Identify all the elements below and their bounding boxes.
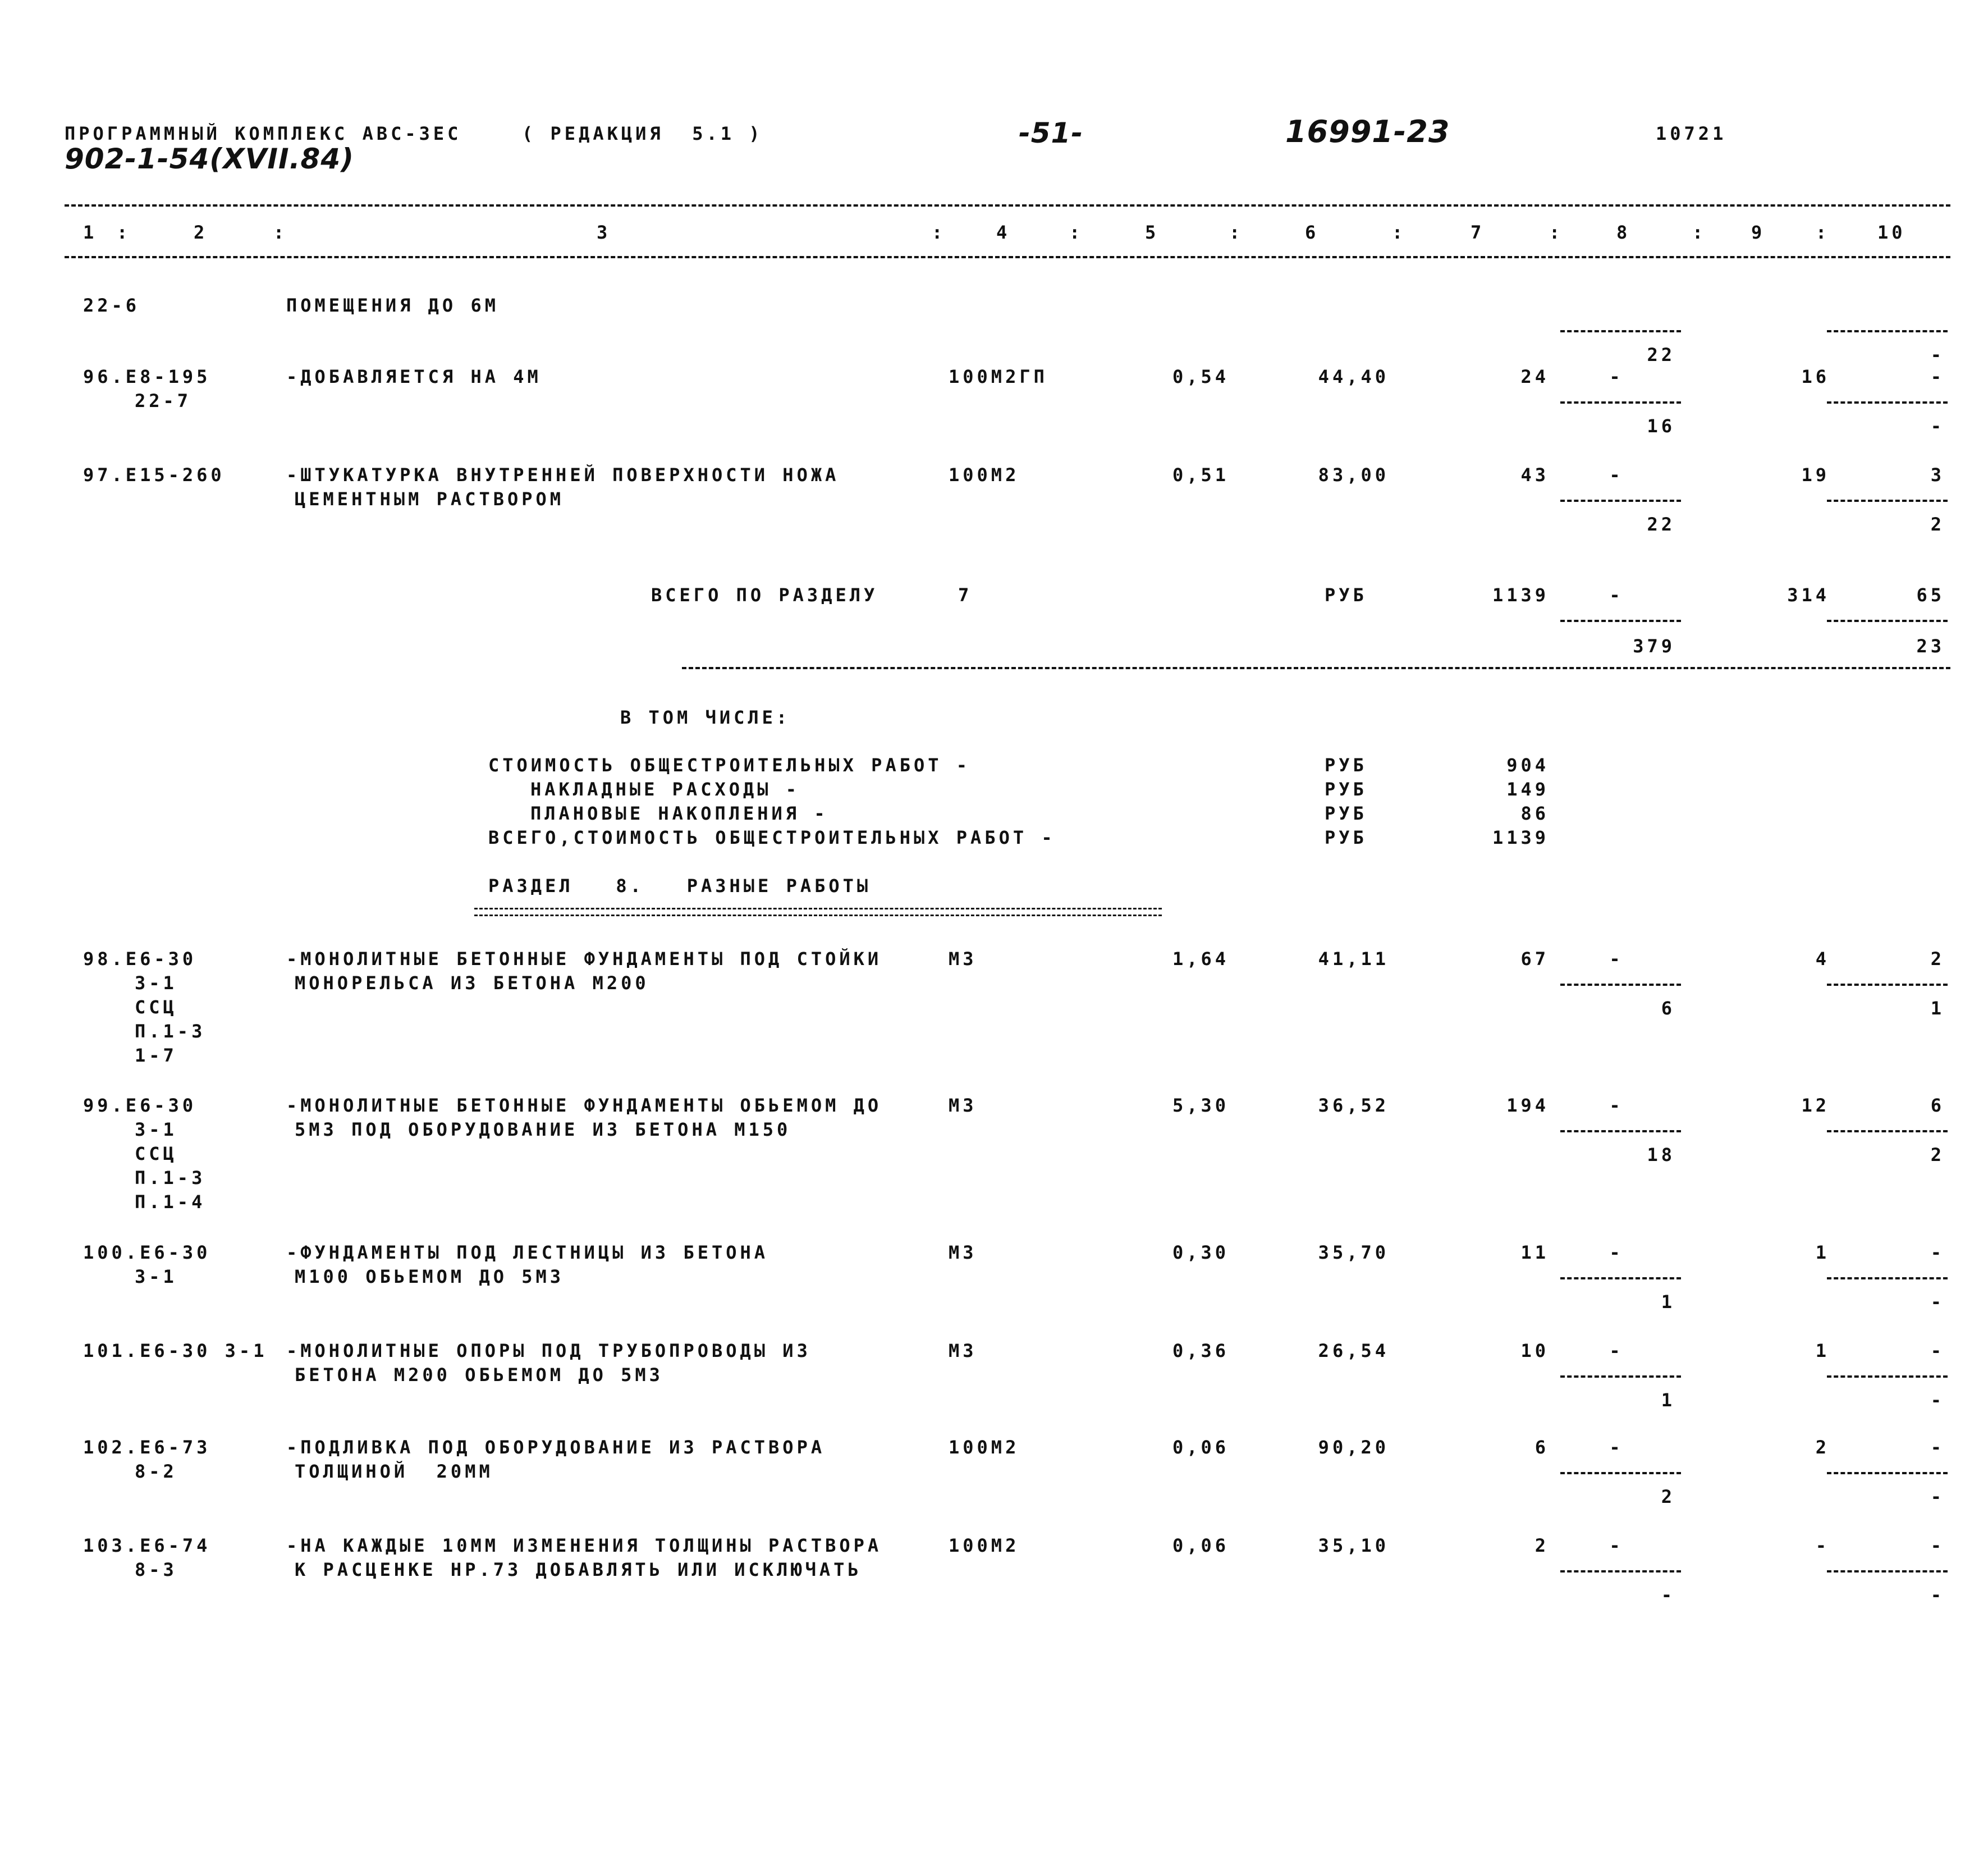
row-unit: 100М2 xyxy=(949,1535,1020,1556)
row-unit: М3 xyxy=(949,1242,977,1263)
row-code: П.1-3 xyxy=(135,1167,206,1188)
row-unit: 100М2ГП xyxy=(949,366,1048,387)
row-description: БЕТОНА М200 ОБЬЕМОМ ДО 5М3 xyxy=(295,1364,663,1386)
row-c8-bottom: 22 xyxy=(1647,514,1675,535)
row-total-cost: 67 xyxy=(1520,948,1549,970)
row-c8-rule xyxy=(1560,1570,1681,1572)
row-code: 3-1 xyxy=(135,1266,177,1287)
row-unit-price: 35,70 xyxy=(1318,1242,1389,1263)
breakdown-unit-2: РУБ xyxy=(1325,779,1367,800)
row-description: МОНОРЕЛЬСА ИЗ БЕТОНА М200 xyxy=(295,972,649,994)
row-c10-bottom: - xyxy=(1930,1486,1945,1507)
row-code: 98.Е6-30 xyxy=(83,948,197,970)
row-total-cost: 43 xyxy=(1520,464,1549,486)
row-c8-bottom: 18 xyxy=(1647,1144,1675,1165)
row-c9: 1 xyxy=(1815,1340,1830,1361)
row-quantity: 0,54 xyxy=(1172,366,1229,387)
row-code: 103.Е6-74 xyxy=(83,1535,211,1556)
column-separator: : xyxy=(1392,222,1407,243)
row-code: 101.Е6-30 3-1 xyxy=(83,1340,268,1361)
section-total-c8-top: - xyxy=(1609,584,1624,606)
row-c8-rule xyxy=(1560,1277,1681,1279)
row-c10-rule xyxy=(1827,984,1948,986)
row-c8-top: - xyxy=(1609,1340,1624,1361)
row-c8-rule xyxy=(1560,401,1681,404)
section8-title: РАЗДЕЛ 8. РАЗНЫЕ РАБОТЫ xyxy=(488,875,872,897)
row-description: ЦЕМЕНТНЫМ РАСТВОРОМ xyxy=(295,488,565,510)
row-c8-top: - xyxy=(1609,464,1624,486)
row-code: 99.Е6-30 xyxy=(83,1095,197,1116)
row-c10-rule xyxy=(1827,401,1948,404)
row-code: 96.Е8-195 xyxy=(83,366,211,387)
row-c10-bottom: - xyxy=(1930,1584,1945,1606)
row-code: 1-7 xyxy=(135,1045,177,1066)
breakdown-label-3: ПЛАНОВЫЕ НАКОПЛЕНИЯ - xyxy=(530,803,828,824)
row-c10-top: 3 xyxy=(1930,464,1945,486)
row-c10-top: - xyxy=(1930,1242,1945,1263)
section8-double-rule xyxy=(474,908,1162,916)
row-c8-rule xyxy=(1560,330,1681,332)
row-c10-top: - xyxy=(1930,1437,1945,1458)
code-number: 10721 xyxy=(1656,123,1727,144)
section-total-number: 7 xyxy=(958,584,973,606)
row-total-cost: 11 xyxy=(1520,1242,1549,1263)
row-unit: М3 xyxy=(949,1340,977,1361)
section-total-c10-bottom: 23 xyxy=(1916,636,1945,657)
row-unit-price: 41,11 xyxy=(1318,948,1389,970)
row-code: 22-6 xyxy=(83,295,140,316)
row-c8-bottom: 6 xyxy=(1661,998,1675,1019)
row-description: -ДОБАВЛЯЕТСЯ НА 4М xyxy=(286,366,542,387)
row-description: 5М3 ПОД ОБОРУДОВАНИЕ ИЗ БЕТОНА М150 xyxy=(295,1119,791,1140)
row-c10-bottom: 2 xyxy=(1930,514,1945,535)
row-c10-rule xyxy=(1827,330,1948,332)
row-c10-top: 6 xyxy=(1930,1095,1945,1116)
column-separator: : xyxy=(1229,222,1244,243)
row-code: П.1-4 xyxy=(135,1191,206,1213)
row-c8-rule xyxy=(1560,984,1681,986)
row-quantity: 0,06 xyxy=(1172,1535,1229,1556)
breakdown-label-2: НАКЛАДНЫЕ РАСХОДЫ - xyxy=(530,779,800,800)
row-unit: 100М2 xyxy=(949,1437,1020,1458)
row-description: -МОНОЛИТНЫЕ ОПОРЫ ПОД ТРУБОПРОВОДЫ ИЗ xyxy=(286,1340,811,1361)
row-c8-top: - xyxy=(1609,366,1624,387)
row-unit: М3 xyxy=(949,1095,977,1116)
row-c10-top: - xyxy=(1930,1535,1945,1556)
row-c8-rule xyxy=(1560,1130,1681,1132)
row-code: 22-7 xyxy=(135,390,192,412)
breakdown-label-4: ВСЕГО,СТОИМОСТЬ ОБЩЕСТРОИТЕЛЬНЫХ РАБОТ - xyxy=(488,827,1056,848)
breakdown-label-1: СТОИМОСТЬ ОБЩЕСТРОИТЕЛЬНЫХ РАБОТ - xyxy=(488,755,971,776)
column-separator: : xyxy=(1816,222,1830,243)
doc-number: 16991-23 xyxy=(1285,114,1450,149)
row-code: 100.Е6-30 xyxy=(83,1242,211,1263)
column-number-10: 10 xyxy=(1877,222,1906,243)
row-description: -НА КАЖДЫЕ 10ММ ИЗМЕНЕНИЯ ТОЛЩИНЫ РАСТВОРА xyxy=(286,1535,882,1556)
row-c10-top: - xyxy=(1930,366,1945,387)
row-c8-bottom: - xyxy=(1661,1584,1675,1606)
row-c9: - xyxy=(1815,1535,1830,1556)
row-code: П.1-3 xyxy=(135,1021,206,1042)
row-description: ТОЛЩИНОЙ 20ММ xyxy=(295,1461,493,1482)
project-number: 902-1-54(XVII.84) xyxy=(65,143,354,175)
row-code: 8-3 xyxy=(135,1559,177,1580)
row-c8-rule xyxy=(1560,500,1681,502)
row-unit-price: 36,52 xyxy=(1318,1095,1389,1116)
row-description: -ПОДЛИВКА ПОД ОБОРУДОВАНИЕ ИЗ РАСТВОРА xyxy=(286,1437,826,1458)
column-number-6: 6 xyxy=(1305,222,1320,243)
row-total-cost: 10 xyxy=(1520,1340,1549,1361)
row-c9: 19 xyxy=(1801,464,1830,486)
row-c10-bottom: - xyxy=(1930,1291,1945,1313)
row-c8-top: - xyxy=(1609,948,1624,970)
breakdown-unit-3: РУБ xyxy=(1325,803,1367,824)
column-number-9: 9 xyxy=(1751,222,1766,243)
section-total-cost: 1139 xyxy=(1492,584,1549,606)
row-code: 3-1 xyxy=(135,972,177,994)
column-number-7: 7 xyxy=(1471,222,1485,243)
section-total-c8-bottom: 379 xyxy=(1633,636,1675,657)
row-code: ССЦ xyxy=(135,1143,177,1164)
row-unit: 100М2 xyxy=(949,464,1020,486)
row-code: 102.Е6-73 xyxy=(83,1437,211,1458)
row-unit-price: 26,54 xyxy=(1318,1340,1389,1361)
column-separator: : xyxy=(1549,222,1564,243)
row-c9: 1 xyxy=(1815,1242,1830,1263)
row-unit-price: 83,00 xyxy=(1318,464,1389,486)
column-separator: : xyxy=(1069,222,1084,243)
row-c10-bottom: 1 xyxy=(1930,998,1945,1019)
breakdown-value-4: 1139 xyxy=(1492,827,1549,848)
breakdown-value-3: 86 xyxy=(1520,803,1549,824)
row-unit-price: 44,40 xyxy=(1318,366,1389,387)
row-c10-bottom: 2 xyxy=(1930,1144,1945,1165)
row-c8-top: - xyxy=(1609,1242,1624,1263)
row-unit-price: 90,20 xyxy=(1318,1437,1389,1458)
breakdown-value-2: 149 xyxy=(1506,779,1549,800)
breakdown-value-1: 904 xyxy=(1506,755,1549,776)
row-description: -МОНОЛИТНЫЕ БЕТОННЫЕ ФУНДАМЕНТЫ ПОД СТОЙКИ xyxy=(286,948,882,970)
section-total-c10-rule xyxy=(1827,620,1948,622)
row-c8-bottom: 1 xyxy=(1661,1291,1675,1313)
row-c8-top: - xyxy=(1609,1095,1624,1116)
row-description: К РАСЦЕНКЕ НР.73 ДОБАВЛЯТЬ ИЛИ ИСКЛЮЧАТЬ xyxy=(295,1559,862,1580)
row-c10-rule xyxy=(1827,1472,1948,1474)
section-total-c8-rule xyxy=(1560,620,1681,622)
row-total-cost: 2 xyxy=(1534,1535,1549,1556)
row-code: 3-1 xyxy=(135,1119,177,1140)
row-c10-rule xyxy=(1827,1570,1948,1572)
row-c9: 4 xyxy=(1815,948,1830,970)
row-quantity: 0,06 xyxy=(1172,1437,1229,1458)
row-unit-price: 35,10 xyxy=(1318,1535,1389,1556)
column-number-3: 3 xyxy=(597,222,611,243)
section-total-unit: РУБ xyxy=(1325,584,1367,606)
column-number-8: 8 xyxy=(1616,222,1631,243)
row-c9: 12 xyxy=(1801,1095,1830,1116)
row-code: ССЦ xyxy=(135,996,177,1018)
row-description: -ФУНДАМЕНТЫ ПОД ЛЕСТНИЦЫ ИЗ БЕТОНА xyxy=(286,1242,769,1263)
row-c8-bottom: 2 xyxy=(1661,1486,1675,1507)
row-c10-rule xyxy=(1827,1130,1948,1132)
row-c8-bottom: 1 xyxy=(1661,1389,1675,1411)
breakdown-heading: В ТОМ ЧИСЛЕ: xyxy=(620,707,791,728)
row-quantity: 1,64 xyxy=(1172,948,1229,970)
edition: ( РЕДАКЦИЯ 5.1 ) xyxy=(522,123,763,144)
section-total-c9: 314 xyxy=(1787,584,1830,606)
column-number-4: 4 xyxy=(996,222,1011,243)
row-c8-top: - xyxy=(1609,1437,1624,1458)
column-separator: : xyxy=(932,222,946,243)
row-c8-top: - xyxy=(1609,1535,1624,1556)
header-rule-top xyxy=(65,204,1950,207)
row-c10-rule xyxy=(1827,1375,1948,1378)
row-c10-rule xyxy=(1827,500,1948,502)
row-c8-bottom: 22 xyxy=(1647,344,1675,365)
row-c10-bottom: - xyxy=(1930,1389,1945,1411)
program-name: ПРОГРАММНЫЙ КОМПЛЕКС АВС-3ЕС xyxy=(65,123,462,144)
breakdown-unit-1: РУБ xyxy=(1325,755,1367,776)
header-rule-bottom xyxy=(65,256,1950,258)
row-c9: 2 xyxy=(1815,1437,1830,1458)
column-number-5: 5 xyxy=(1145,222,1160,243)
column-number-2: 2 xyxy=(194,222,208,243)
row-c9: 16 xyxy=(1801,366,1830,387)
section-total-rule xyxy=(682,667,1950,669)
row-total-cost: 6 xyxy=(1534,1437,1549,1458)
page-number: -51- xyxy=(1019,117,1084,149)
row-c10-top: 2 xyxy=(1930,948,1945,970)
row-quantity: 5,30 xyxy=(1172,1095,1229,1116)
row-description: -МОНОЛИТНЫЕ БЕТОННЫЕ ФУНДАМЕНТЫ ОБЬЕМОМ ДО xyxy=(286,1095,882,1116)
row-description: -ШТУКАТУРКА ВНУТРЕННЕЙ ПОВЕРХНОСТИ НОЖА xyxy=(286,464,840,486)
row-c8-rule xyxy=(1560,1375,1681,1378)
row-description: М100 ОБЬЕМОМ ДО 5М3 xyxy=(295,1266,565,1287)
section-total-label: ВСЕГО ПО РАЗДЕЛУ xyxy=(651,584,878,606)
breakdown-unit-4: РУБ xyxy=(1325,827,1367,848)
row-c10-bottom: - xyxy=(1930,344,1945,365)
column-separator: : xyxy=(117,222,131,243)
section-total-c10-top: 65 xyxy=(1916,584,1945,606)
row-code: 8-2 xyxy=(135,1461,177,1482)
row-total-cost: 24 xyxy=(1520,366,1549,387)
row-c10-top: - xyxy=(1930,1340,1945,1361)
row-code: 97.Е15-260 xyxy=(83,464,225,486)
row-c10-bottom: - xyxy=(1930,415,1945,437)
row-total-cost: 194 xyxy=(1506,1095,1549,1116)
row-c10-rule xyxy=(1827,1277,1948,1279)
column-number-1: 1 xyxy=(83,222,98,243)
row-unit: М3 xyxy=(949,948,977,970)
row-description: ПОМЕЩЕНИЯ ДО 6М xyxy=(286,295,499,316)
row-quantity: 0,30 xyxy=(1172,1242,1229,1263)
row-c8-bottom: 16 xyxy=(1647,415,1675,437)
column-separator: : xyxy=(1692,222,1707,243)
row-quantity: 0,51 xyxy=(1172,464,1229,486)
row-c8-rule xyxy=(1560,1472,1681,1474)
row-quantity: 0,36 xyxy=(1172,1340,1229,1361)
column-separator: : xyxy=(273,222,288,243)
